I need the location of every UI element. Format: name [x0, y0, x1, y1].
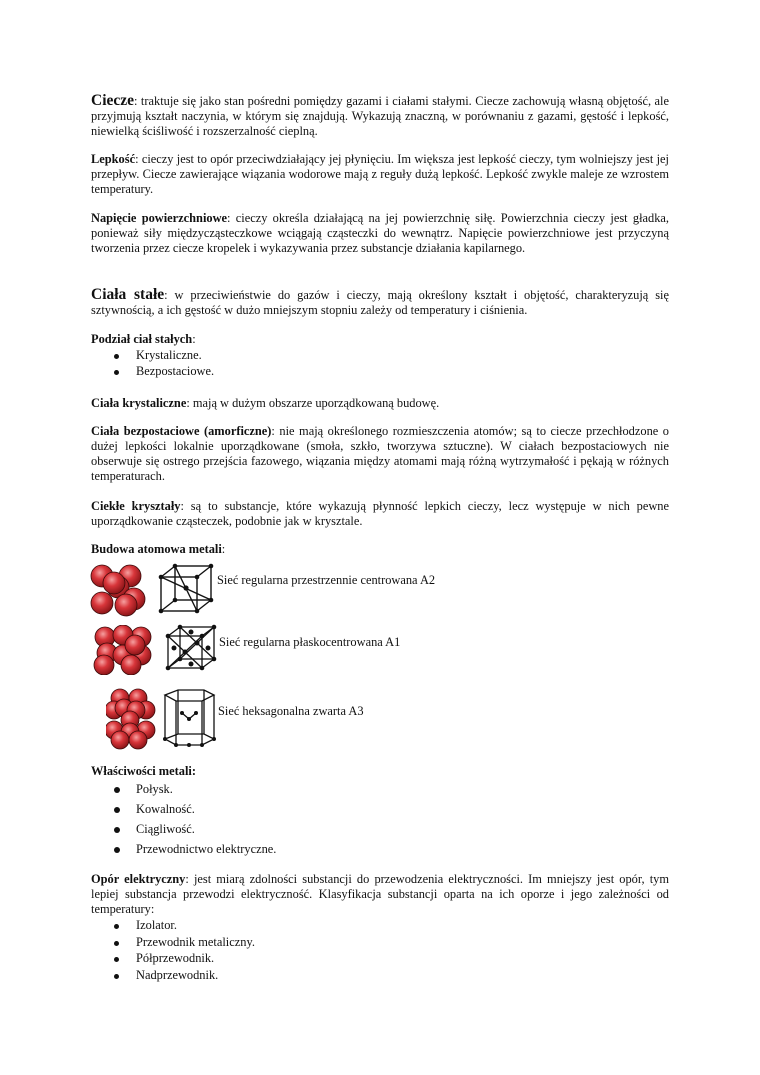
hcp-lattice-diagram	[162, 687, 218, 749]
caption-bcc: Sieć regularna przestrzennie centrowana A2	[217, 573, 436, 587]
text-viscosity: : cieczy jest to opór przeciwdziałający jej płynięciu. Im większa jest lepkość cieczy, tym wolniejszy jest jej przepływ. Ciecze zawierające wiązania wodorowe mają z reguły dużą lepkość. Lepkość zwykle maleje ze wzrostem temperatury.	[91, 152, 669, 196]
list-item: Izolator.	[91, 918, 669, 935]
hcp-spheres-image	[106, 688, 158, 750]
text-crystalline: : mają w dużym obszarze uporządkowaną budowę.	[186, 396, 440, 410]
section-resistance	[91, 872, 669, 984]
list-item: Ciągliwość.	[91, 822, 669, 842]
colon: :	[221, 542, 226, 556]
fcc-spheres-image	[91, 625, 153, 675]
list-item: Nadprzewodnik.	[91, 968, 669, 985]
paragraph-viscosity	[91, 152, 669, 197]
colon: :	[192, 332, 196, 346]
list-item: Bezpostaciowe.	[91, 364, 669, 380]
list-item: Połysk.	[91, 782, 669, 802]
paragraph-crystalline	[91, 396, 669, 411]
heading-metal-structure	[91, 542, 669, 557]
list-item: Przewodnictwo elektryczne.	[91, 842, 669, 862]
paragraph-surface-tension	[91, 211, 669, 256]
text-liquids: : traktuje się jako stan pośredni pomiędzy gazami i ciałami stałymi. Ciecze zachowują własną objętość, ale przyjmują kształt naczynia, w którym się znajdują. Wykazują znaczną, w porównaniu z gazami, gęstość i lepkość, niewielką ściśliwość i rozszerzalność cieplną.	[91, 94, 669, 138]
section-solids-division	[91, 332, 669, 380]
term-liquid-crystals: Ciekłe kryształy	[91, 499, 181, 513]
caption-fcc: Sieć regularna płaskocentrowana A1	[219, 635, 401, 649]
list-item: Krystaliczne.	[91, 348, 669, 364]
paragraph-liquid-crystals	[91, 499, 669, 529]
term-solids-division: Podział ciał stałych	[91, 332, 193, 346]
fcc-lattice-diagram	[165, 624, 217, 672]
bcc-spheres-image	[88, 563, 148, 617]
caption-hcp: Sieć heksagonalna zwarta A3	[218, 704, 364, 718]
text-amorphous: : nie mają określonego rozmieszczenia atomów; są to ciecze przechłodzone o dużej lepkości lokalnie uporządkowane (smoła, szkło, tworzywa sztuczne). W ciałach bezpostaciowych nie obserwuje się ostrego przejścia fazowego, wiązania między atomami mają różną wytrzymałość i pękają w różnych temperaturach.	[91, 424, 669, 483]
text-solids: : w przeciwieństwie do gazów i cieczy, mają określony kształt i objętość, charakteryzują się sztywnością, a ich gęstość w dużo mniejszym stopniu zależy od temperatury i ciśnienia.	[91, 288, 669, 317]
paragraph-liquids	[91, 93, 669, 139]
term-liquids: Ciecze	[91, 92, 135, 109]
term-amorphous: Ciała bezpostaciowe (amorficzne)	[91, 424, 272, 438]
term-crystalline: Ciała krystaliczne	[91, 396, 187, 410]
paragraph-solids	[91, 287, 669, 318]
term-resistance: Opór elektryczny	[91, 872, 186, 886]
bcc-lattice-diagram	[158, 563, 214, 617]
list-item: Półprzewodnik.	[91, 951, 669, 968]
paragraph-amorphous	[91, 424, 669, 484]
text-resistance: : jest miarą zdolności substancji do przewodzenia elektryczności. Im mniejszy jest opór, tym lepiej substancja przewodzi elektryczność. Klasyfikacja substancji oparta na ich oporze i jego zależności od temperatury:	[91, 872, 669, 916]
term-metal-properties: Właściwości metali:	[91, 764, 196, 778]
term-viscosity: Lepkość	[91, 152, 136, 166]
section-metal-properties	[91, 764, 669, 862]
list-item: Przewodnik metaliczny.	[91, 935, 669, 952]
list-item: Kowalność.	[91, 802, 669, 822]
term-metal-structure: Budowa atomowa metali	[91, 542, 222, 556]
text-surface-tension: : cieczy określa działającą na jej powierzchnię siłę. Powierzchnia cieczy jest gładka, ponieważ siły międzycząsteczkowe wciągają cząsteczki do wewnątrz. Napięcie powierzchniowe jest przyczyną tworzenia przez ciecze kropelek i wykazywania przez substancje działania kapilarnego.	[91, 211, 670, 255]
term-solids: Ciała stałe	[91, 286, 165, 303]
term-surface-tension: Napięcie powierzchniowe	[91, 211, 228, 225]
text-liquid-crystals: : są to substancje, które wykazują płynność lepkich cieczy, lecz występuje w nich pewne uporządkowanie cząsteczek, podobnie jak w krysztale.	[91, 499, 669, 528]
